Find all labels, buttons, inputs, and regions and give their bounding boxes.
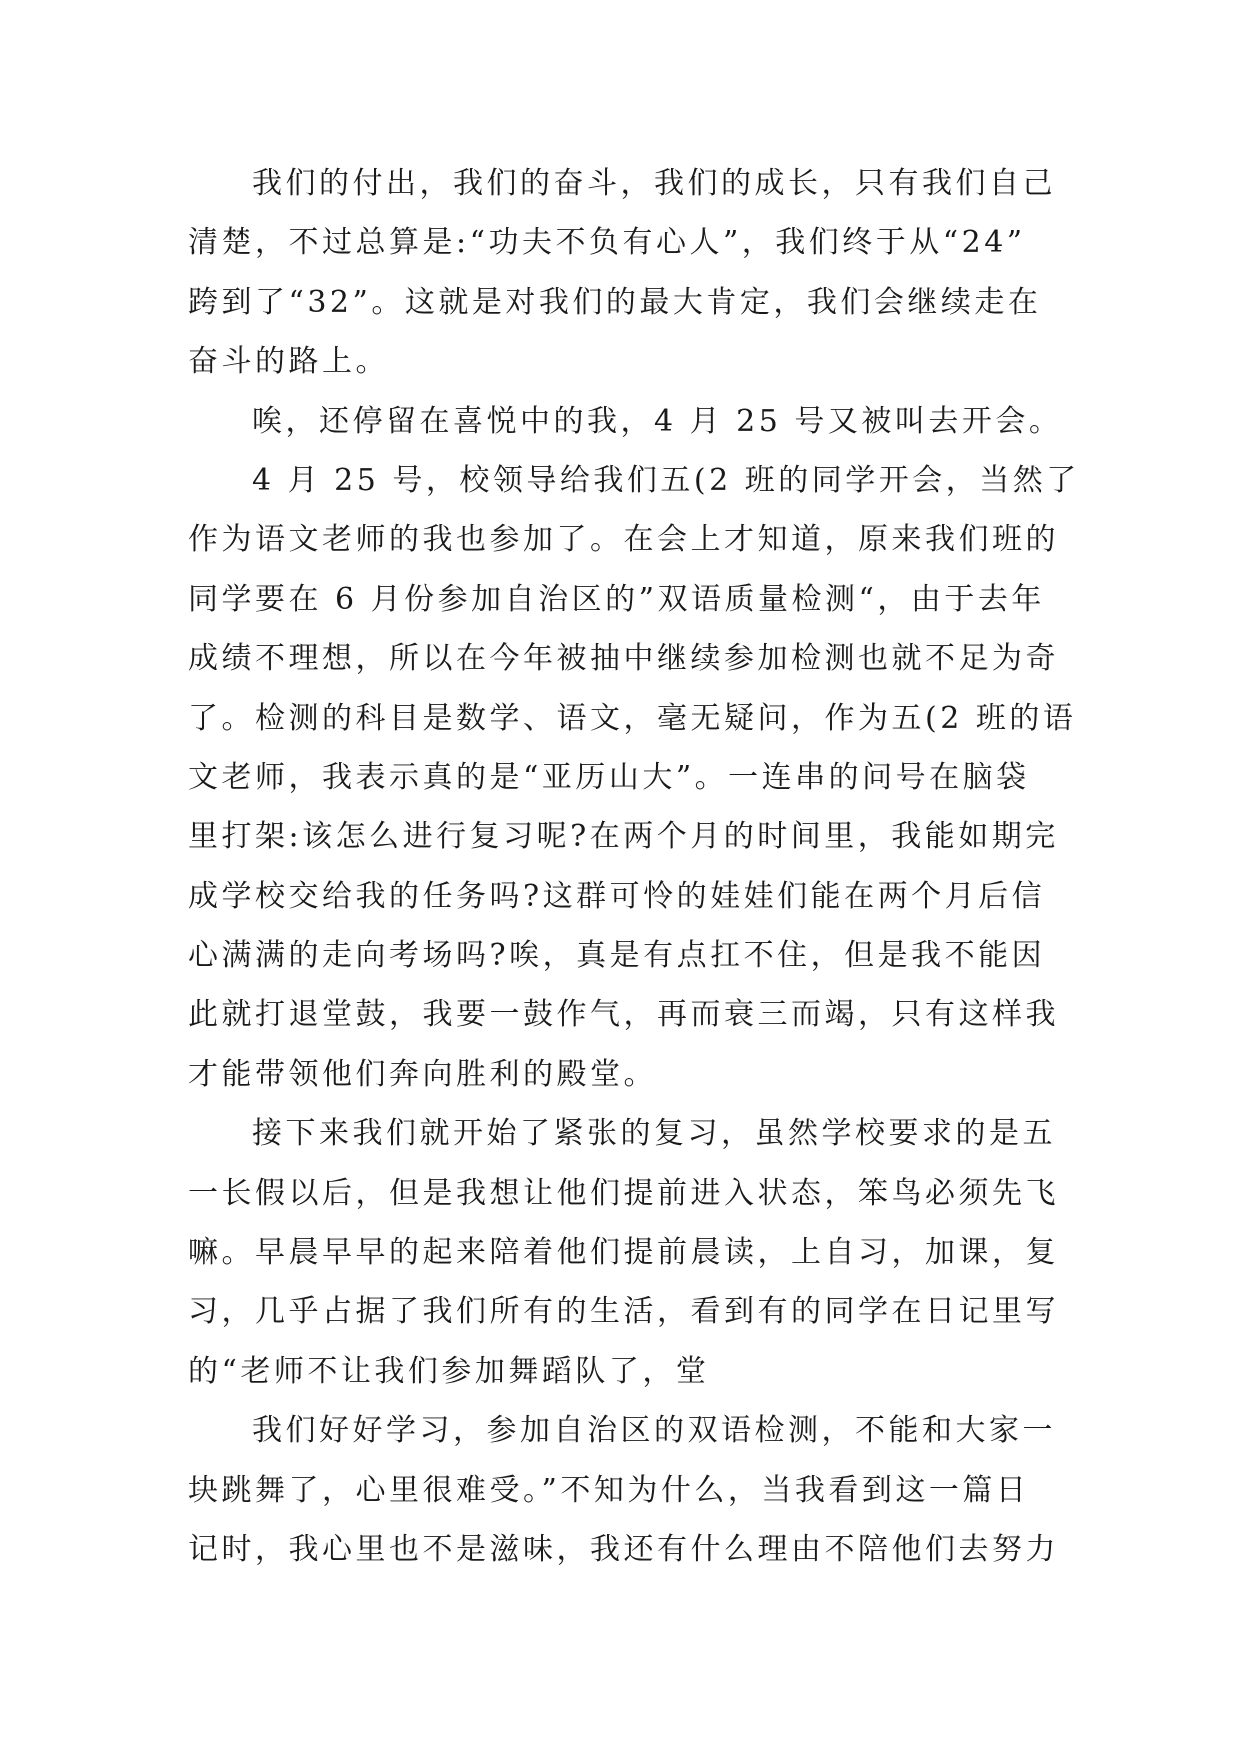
text-line: 唉，还停留在喜悦中的我，4 月 25 号又被叫去开会。 — [252, 403, 1063, 439]
text-line: 奋斗的路上。 — [188, 344, 389, 380]
text-line: 我们好好学习，参加自治区的双语检测，不能和大家一 — [252, 1413, 1056, 1449]
text-line: 成绩不理想，所以在今年被抽中继续参加检测也就不足为奇 — [188, 641, 1059, 677]
text-line: 了。检测的科目是数学、语文，毫无疑问，作为五(2 班的语 — [188, 700, 1077, 736]
text-line: 习，几乎占据了我们所有的生活，看到有的同学在日记里写 — [188, 1294, 1059, 1330]
text-line: 此就打退堂鼓，我要一鼓作气，再而衰三而竭，只有这样我 — [188, 997, 1059, 1033]
text-line: 嘛。早晨早早的起来陪着他们提前晨读，上自习，加课，复 — [188, 1235, 1059, 1271]
text-line: 同学要在 6 月份参加自治区的”双语质量检测“，由于去年 — [188, 581, 1045, 617]
text-line: 我们的付出，我们的奋斗，我们的成长，只有我们自己 — [252, 166, 1056, 201]
text-line: 块跳舞了，心里很难受。”不知为什么，当我看到这一篇日 — [188, 1472, 1030, 1508]
text-line: 才能带领他们奔向胜利的殿堂。 — [188, 1056, 657, 1092]
text-line: 清楚，不过总算是:“功夫不负有心人”，我们终于从“24” — [188, 225, 1026, 261]
document-body — [188, 154, 1080, 1579]
text-line: 作为语文老师的我也参加了。在会上才知道，原来我们班的 — [188, 522, 1059, 558]
text-line: 文老师，我表示真的是“亚历山大”。一连串的问号在脑袋 — [188, 759, 1030, 795]
text-line: 记时，我心里也不是滋味，我还有什么理由不陪他们去努力 — [188, 1531, 1059, 1567]
text-line: 里打架:该怎么进行复习呢?在两个月的时间里，我能如期完 — [188, 819, 1059, 855]
text-line: 心满满的走向考场吗?唉，真是有点扛不住，但是我不能因 — [188, 938, 1046, 974]
text-line: 成学校交给我的任务吗?这群可怜的娃娃们能在两个月后信 — [188, 878, 1046, 914]
text-line: 一长假以后，但是我想让他们提前进入状态，笨鸟必须先飞 — [188, 1175, 1059, 1211]
text-line: 4 月 25 号，校领导给我们五(2 班的同学开会，当然了 — [252, 462, 1080, 498]
text-line: 接下来我们就开始了紧张的复习，虽然学校要求的是五 — [252, 1116, 1056, 1152]
text-line: 跨到了“32”。这就是对我们的最大肯定，我们会继续走在 — [188, 284, 1042, 320]
text-line: 的“老师不让我们参加舞蹈队了，堂 — [188, 1353, 710, 1389]
